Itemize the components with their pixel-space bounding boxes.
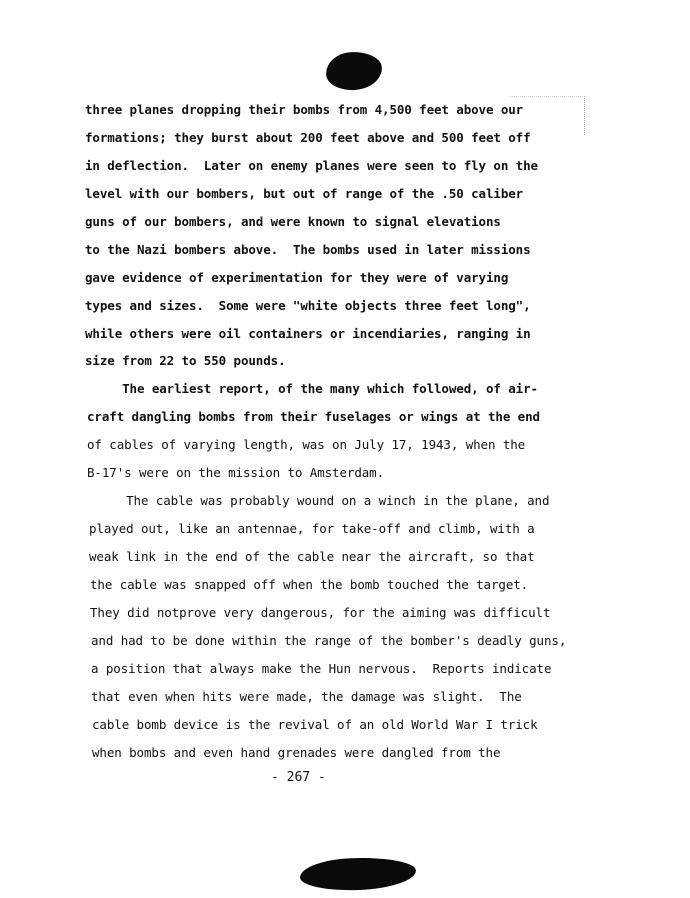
text-line: gave evidence of experimentation for they were of varying: [85, 270, 509, 285]
text-line: The cable was probably wound on a winch in the plane, and: [89, 493, 550, 508]
bottom-redaction-mark: [299, 856, 416, 892]
text-line: craft dangling bombs from their fuselages or wings at the end: [87, 409, 540, 424]
text-line: played out, like an antennae, for take-off and climb, with a: [89, 521, 535, 536]
text-line: The earliest report, of the many which followed, of air-: [85, 381, 538, 396]
text-line: a position that always make the Hun nervous. Reports indicate: [91, 661, 552, 676]
text-line: in deflection. Later on enemy planes were seen to fly on the: [85, 158, 538, 173]
page-number: - 267 -: [271, 770, 326, 785]
text-line: the cable was snapped off when the bomb touched the target.: [90, 577, 529, 592]
text-line: weak link in the end of the cable near the aircraft, so that: [89, 549, 535, 564]
text-line: of cables of varying length, was on July 17, 1943, when the: [87, 437, 526, 452]
text-line: when bombs and even hand grenades were dangled from the: [92, 745, 501, 760]
text-line: level with our bombers, but out of range of the .50 caliber: [85, 186, 524, 201]
text-line: while others were oil containers or incendiaries, ranging in: [85, 326, 531, 341]
text-line: They did notprove very dangerous, for the aiming was difficult: [90, 605, 551, 620]
text-line: B-17's were on the mission to Amsterdam.: [87, 465, 385, 480]
text-line: formations; they burst about 200 feet above and 500 feet off: [85, 130, 531, 145]
text-line: and had to be done within the range of the bomber's deadly guns,: [91, 633, 567, 648]
text-line: size from 22 to 550 pounds.: [85, 353, 286, 368]
text-line: to the Nazi bombers above. The bombs used in later missions: [85, 242, 531, 257]
text-line: types and sizes. Some were "white objects three feet long",: [85, 298, 531, 313]
text-line: three planes dropping their bombs from 4,500 feet above our: [85, 102, 524, 117]
text-line: that even when hits were made, the damage was slight. The: [91, 689, 522, 704]
top-redaction-mark: [325, 50, 384, 92]
text-line: guns of our bombers, and were known to signal elevations: [85, 214, 501, 229]
text-line: cable bomb device is the revival of an old World War I trick: [92, 717, 538, 732]
